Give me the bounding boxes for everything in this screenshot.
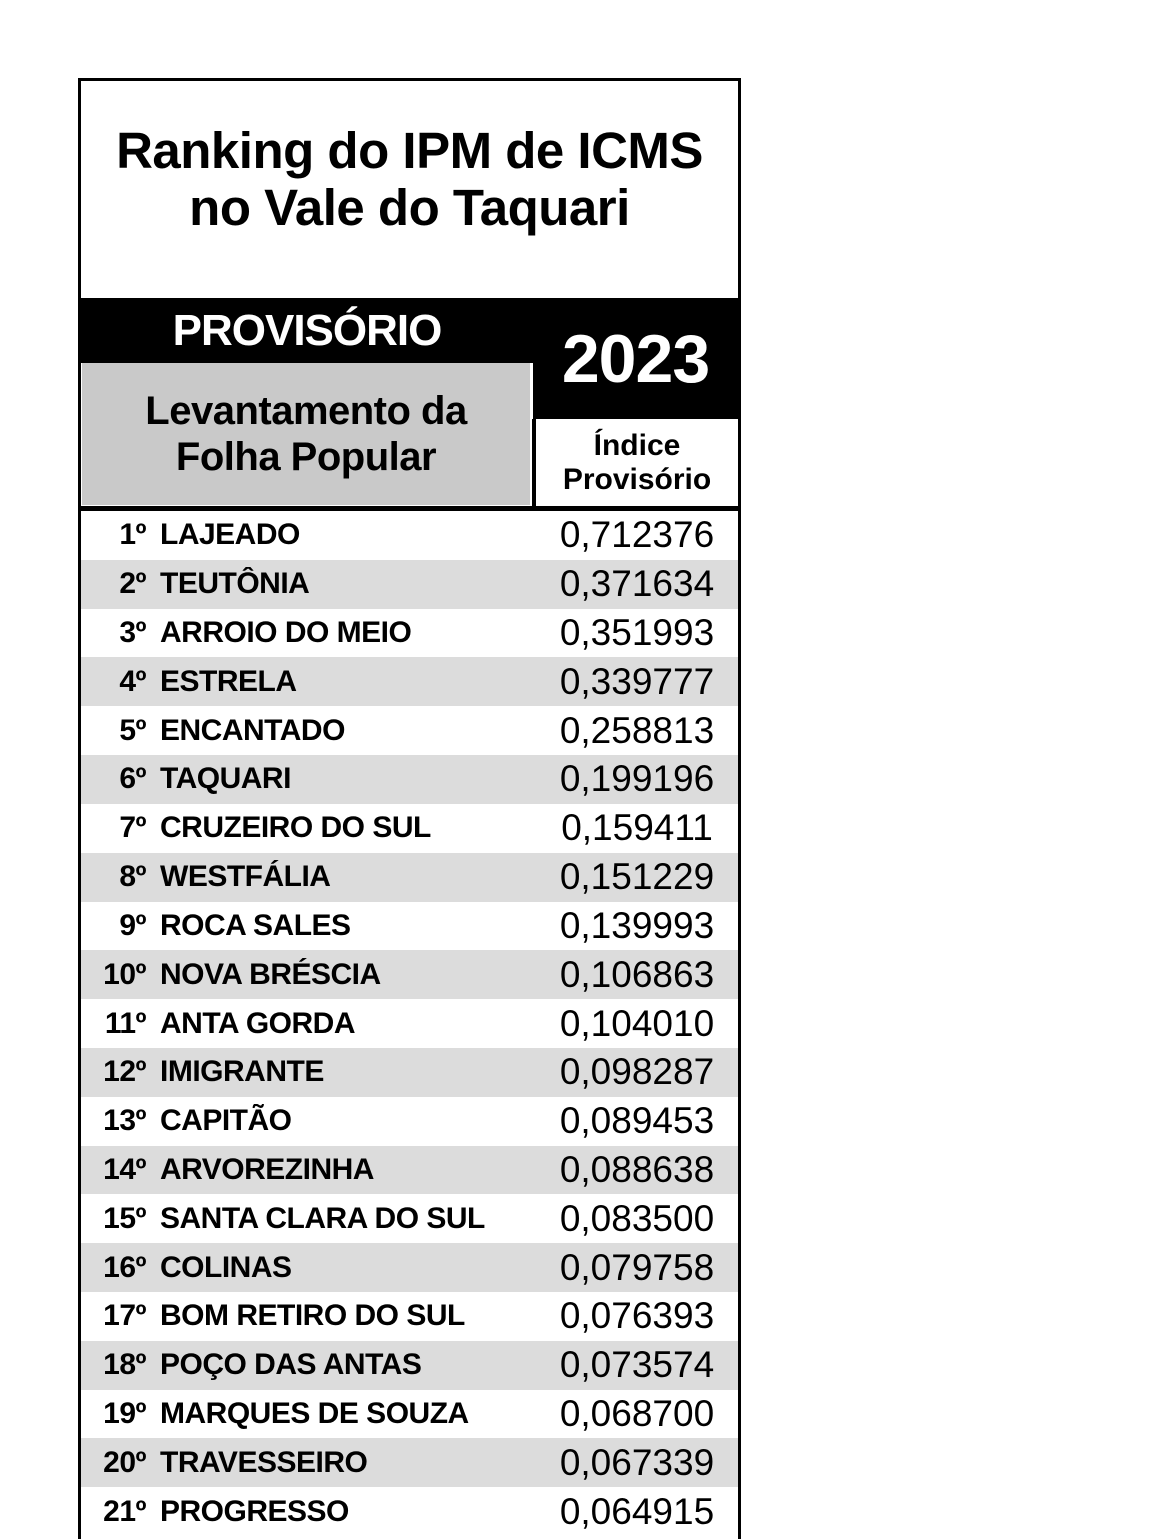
- row-rank: 13º: [103, 1104, 146, 1138]
- row-index-value: 0,339777: [559, 660, 715, 702]
- table-row: [81, 853, 738, 902]
- table-row: [81, 609, 738, 658]
- table-row: [81, 1048, 738, 1097]
- table-row: [81, 1487, 738, 1536]
- row-municipality: ARVOREZINHA: [160, 1152, 374, 1186]
- row-municipality: ESTRELA: [160, 664, 297, 698]
- table-row: [81, 1194, 738, 1243]
- row-municipality: NOVA BRÉSCIA: [160, 957, 381, 991]
- table-row: [81, 560, 738, 609]
- row-municipality: BOM RETIRO DO SUL: [160, 1299, 465, 1333]
- row-municipality: PROGRESSO: [160, 1494, 349, 1528]
- table-row: [81, 1341, 738, 1390]
- table-row: [81, 950, 738, 999]
- row-index-value: 0,104010: [559, 1002, 715, 1044]
- row-rank: 5º: [119, 713, 146, 747]
- row-municipality: SANTA CLARA DO SUL: [160, 1201, 485, 1235]
- row-index-value: 0,351993: [559, 612, 715, 654]
- row-index-value: 0,064915: [559, 1490, 715, 1532]
- row-municipality: CAPITÃO: [160, 1104, 292, 1138]
- row-rank: 20º: [103, 1445, 146, 1479]
- row-index-value: 0,089453: [559, 1100, 715, 1142]
- row-rank: 7º: [119, 811, 146, 845]
- row-index-value: 0,098287: [559, 1051, 715, 1093]
- row-index-value: 0,371634: [559, 563, 715, 605]
- source-line-2: Folha Popular: [175, 435, 437, 479]
- row-index-value: 0,083500: [559, 1197, 715, 1239]
- row-rank: 1º: [119, 518, 146, 552]
- table-row: [81, 657, 738, 706]
- row-municipality: ANTA GORDA: [160, 1006, 355, 1040]
- table-row: [81, 1292, 738, 1341]
- row-municipality: ENCANTADO: [160, 713, 345, 747]
- table-row: [81, 511, 738, 560]
- table-row: [81, 706, 738, 755]
- row-municipality: TRAVESSEIRO: [160, 1445, 368, 1479]
- row-municipality: COLINAS: [160, 1250, 292, 1284]
- row-index-value: 0,139993: [559, 904, 715, 946]
- index-column-header: [532, 419, 738, 506]
- table-row: [81, 1146, 738, 1195]
- row-municipality: MARQUES DE SOUZA: [160, 1397, 469, 1431]
- table-row: [81, 902, 738, 951]
- row-rank: 15º: [103, 1201, 146, 1235]
- row-rank: 11º: [104, 1006, 146, 1040]
- row-municipality: CRUZEIRO DO SUL: [160, 811, 431, 845]
- row-index-value: 0,258813: [559, 709, 715, 751]
- row-index-value: 0,073574: [559, 1344, 715, 1386]
- row-index-value: 0,076393: [559, 1295, 715, 1337]
- table-row: [81, 999, 738, 1048]
- row-index-value: 0,199196: [559, 758, 715, 800]
- table-row: [81, 1097, 738, 1146]
- row-index-value: 0,067339: [559, 1441, 715, 1483]
- row-municipality: ARROIO DO MEIO: [160, 616, 412, 650]
- row-rank: 8º: [119, 860, 146, 894]
- row-index-value: 0,079758: [559, 1246, 715, 1288]
- row-index-value: 0,712376: [559, 514, 715, 556]
- row-municipality: IMIGRANTE: [160, 1055, 324, 1089]
- row-index-value: 0,068700: [559, 1393, 715, 1435]
- row-municipality: POÇO DAS ANTAS: [160, 1348, 422, 1382]
- row-index-value: 0,151229: [559, 856, 715, 898]
- ranking-table-sheet: [78, 78, 741, 1539]
- row-rank: 17º: [103, 1299, 146, 1333]
- row-rank: 14º: [103, 1152, 146, 1186]
- row-municipality: WESTFÁLIA: [160, 860, 331, 894]
- page-title-line-1: Ranking do IPM de ICMS: [116, 122, 703, 179]
- index-column-header-line-1: Índice: [593, 428, 681, 462]
- source-line-1: Levantamento da: [145, 389, 467, 433]
- row-index-value: 0,106863: [559, 953, 715, 995]
- row-rank: 3º: [119, 616, 146, 650]
- table-row: [81, 804, 738, 853]
- row-municipality: ROCA SALES: [160, 908, 351, 942]
- year-cell: [533, 298, 738, 419]
- row-rank: 4º: [119, 664, 146, 698]
- index-column-header-line-2: Provisório: [562, 462, 712, 496]
- page-title-line-2: no Vale do Taquari: [189, 179, 630, 236]
- row-municipality: TAQUARI: [160, 762, 291, 796]
- row-rank: 16º: [103, 1250, 146, 1284]
- row-index-value: 0,088638: [559, 1148, 715, 1190]
- row-rank: 18º: [103, 1348, 146, 1382]
- status-label: PROVISÓRIO: [172, 305, 442, 355]
- row-rank: 6º: [119, 762, 146, 796]
- row-rank: 2º: [119, 567, 146, 601]
- table-row: [81, 1243, 738, 1292]
- page-title: [81, 81, 738, 298]
- row-rank: 9º: [119, 908, 146, 942]
- table-row: [81, 1390, 738, 1439]
- row-rank: 12º: [103, 1055, 146, 1089]
- row-rank: 10º: [103, 957, 146, 991]
- source-box: [82, 363, 530, 505]
- table-row: [81, 755, 738, 804]
- row-municipality: LAJEADO: [160, 518, 300, 552]
- row-rank: 21º: [103, 1494, 146, 1528]
- row-municipality: TEUTÔNIA: [160, 567, 310, 601]
- table-row: [81, 1438, 738, 1487]
- row-rank: 19º: [103, 1397, 146, 1431]
- year-label: 2023: [561, 320, 710, 397]
- row-index-value: 0,159411: [561, 807, 713, 849]
- table-body: [81, 511, 738, 1536]
